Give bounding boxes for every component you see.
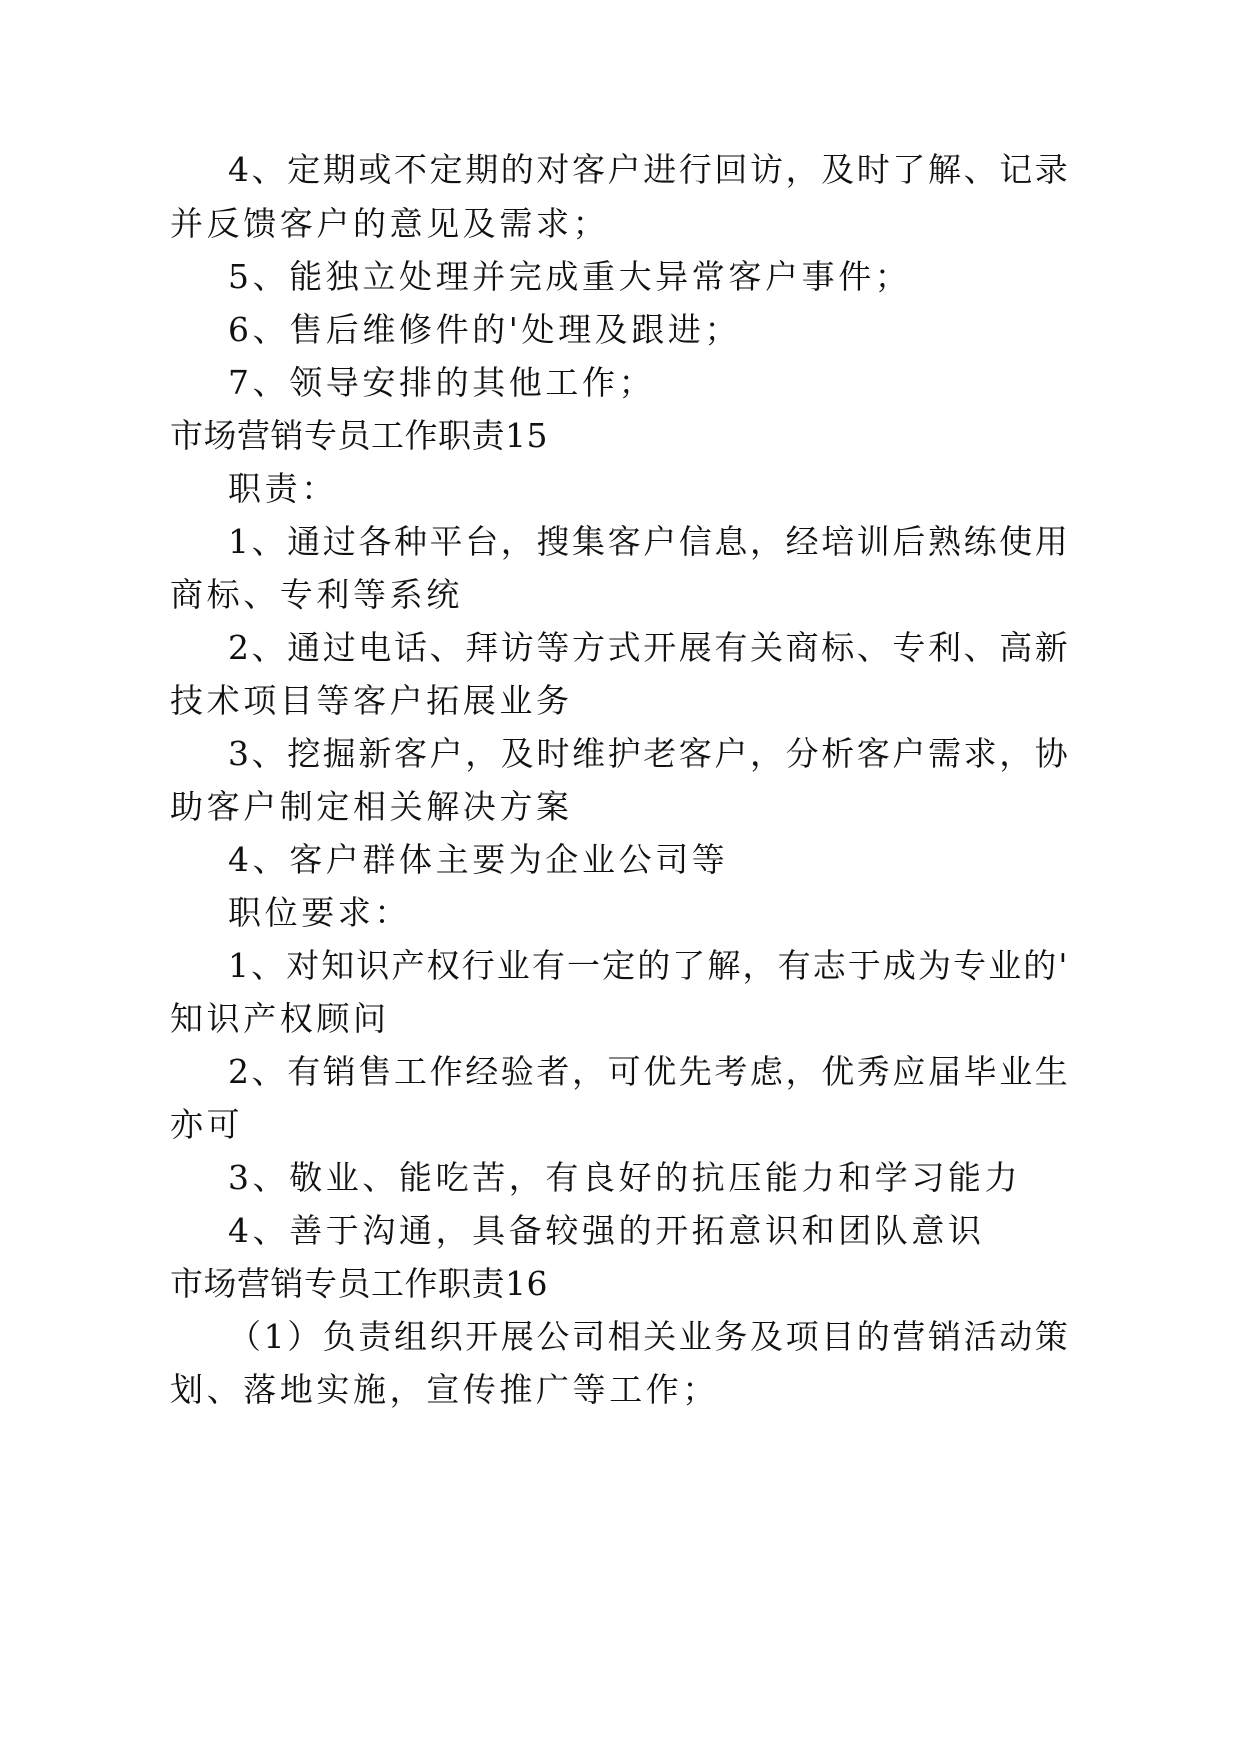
- section-heading: 市场营销专员工作职责16: [170, 1264, 548, 1303]
- paragraph-line: 4、客户群体主要为企业公司等: [228, 840, 729, 879]
- paragraph-line: 技术项目等客户拓展业务: [170, 681, 573, 720]
- paragraph-line: （1）负责组织开展公司相关业务及项目的营销活动策: [228, 1317, 1071, 1356]
- paragraph-line: 6、售后维修件的'处理及跟进；: [228, 310, 742, 349]
- paragraph-line: 助客户制定相关解决方案: [170, 787, 573, 826]
- paragraph-line: 商标、专利等系统: [170, 575, 463, 614]
- section-heading: 市场营销专员工作职责15: [170, 416, 548, 455]
- paragraph-line: 知识产权顾问: [170, 999, 390, 1038]
- paragraph-line: 职责：: [228, 469, 338, 508]
- paragraph-line: 亦可: [170, 1105, 244, 1144]
- paragraph-line: 1、通过各种平台，搜集客户信息，经培训后熟练使用: [228, 522, 1071, 561]
- paragraph-line: 划、落地实施，宣传推广等工作；: [170, 1370, 719, 1409]
- paragraph-line: 3、敬业、能吃苦，有良好的抗压能力和学习能力: [228, 1158, 1022, 1197]
- paragraph-line: 5、能独立处理并完成重大异常客户事件；: [228, 257, 912, 296]
- paragraph-line: 3、挖掘新客户，及时维护老客户，分析客户需求，协: [228, 734, 1071, 773]
- paragraph-line: 并反馈客户的意见及需求；: [170, 204, 610, 243]
- paragraph-line: 2、有销售工作经验者，可优先考虑，优秀应届毕业生: [228, 1052, 1071, 1091]
- paragraph-line: 职位要求：: [228, 893, 411, 932]
- paragraph-line: 4、善于沟通，具备较强的开拓意识和团队意识: [228, 1211, 985, 1250]
- paragraph-line: 7、领导安排的其他工作；: [228, 363, 656, 402]
- paragraph-line: 1、对知识产权行业有一定的了解，有志于成为专业的': [228, 946, 1070, 985]
- paragraph-line: 2、通过电话、拜访等方式开展有关商标、专利、高新: [228, 628, 1071, 667]
- paragraph-line: 4、定期或不定期的对客户进行回访，及时了解、记录: [228, 150, 1071, 189]
